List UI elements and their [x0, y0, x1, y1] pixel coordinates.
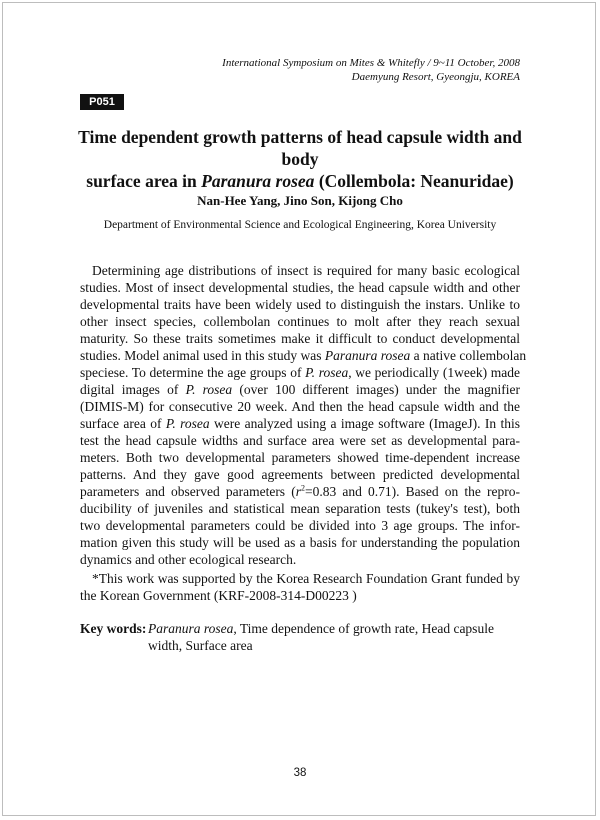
superscript: 2	[300, 483, 305, 493]
species-name: P. rosea	[165, 416, 210, 431]
abstract-text: (over 100 different images) under the magnifier	[232, 382, 521, 397]
abstract-text: , we periodically (1week) made	[348, 365, 520, 380]
acknowledgement-line: *This work was supported by the Korea Research Foundation Grant funded by	[92, 571, 520, 586]
species-name: Paranura rosea	[148, 621, 234, 636]
abstract-line: studies. Most of insect developmental studies, the head capsule width and other	[80, 280, 520, 295]
title-line-2	[60, 170, 540, 192]
abstract-line: ducibility of juveniles and statistical mean separation tests (tukey's test), both	[80, 501, 520, 516]
keywords-text-part: , Time dependence of growth rate, Head capsule	[233, 621, 494, 636]
abstract-text: digital images of	[80, 382, 186, 397]
abstract-text: parameters and observed parameters (	[80, 484, 296, 499]
keywords-text	[148, 620, 520, 654]
abstract-line: developmental traits have been widely used to distinguish the instars. Unlike to	[80, 297, 520, 312]
poster-id-badge: P051	[80, 94, 124, 110]
abstract-line: other insect species, collembolan continues to molt after they reach sexual	[80, 314, 520, 329]
abstract-line: patterns. And they gave good agreements between predicted developmental	[80, 467, 520, 482]
conference-line-1: International Symposium on Mites & Whitefly / 9~11 October, 2008	[222, 57, 520, 69]
abstract-line: dynamics and other ecological research.	[80, 552, 297, 567]
abstract-line: test the head capsule widths and surface area were set as developmental para-	[80, 433, 520, 448]
acknowledgement-line: the Korean Government (KRF-2008-314-D00223 )	[80, 588, 357, 603]
abstract-line: (DIMIS-M) for consecutive 20 week. And then the head capsule width and the	[80, 399, 520, 414]
abstract-line: Determining age distributions of insect is required for many basic ecological	[92, 263, 520, 278]
title-species: Paranura rosea	[201, 171, 315, 191]
page-number: 38	[293, 767, 307, 779]
abstract	[80, 262, 527, 568]
r-symbol: r	[295, 484, 301, 499]
species-name: P. rosea	[305, 365, 349, 380]
abstract-text: studies. Model animal used in this study was	[80, 348, 325, 363]
abstract-text: speciese. To determine the age groups of	[80, 365, 306, 380]
title-text: surface area in	[86, 171, 202, 191]
conference-header	[120, 56, 520, 84]
title-line-1: Time dependent growth patterns of head capsule width and body	[78, 127, 522, 169]
title-text: (Collembola: Neanuridae)	[314, 171, 514, 191]
abstract-line: mation given this study will be used as a basis for understanding the population	[80, 535, 520, 550]
abstract-line	[80, 364, 520, 381]
keywords-line	[148, 620, 520, 637]
affiliation: Department of Environmental Science and Ecological Engineering, Korea University	[103, 219, 497, 231]
abstract-text: a native collembolan	[410, 348, 527, 363]
conference-line-2: Daemyung Resort, Gyeongju, KOREA	[351, 71, 520, 83]
abstract-text: =0.83 and 0.71). Based on the repro-	[304, 484, 520, 499]
abstract-text: surface area of	[80, 416, 166, 431]
abstract-text: were analyzed using a image software (ImageJ). In this	[209, 416, 520, 431]
abstract-line	[80, 347, 527, 364]
abstract-line	[80, 415, 520, 432]
acknowledgement	[80, 570, 520, 604]
species-name: P. rosea	[185, 382, 233, 397]
abstract-line: meters. Both two developmental parameters showed time-dependent increase	[80, 450, 520, 465]
authors: Nan-Hee Yang, Jino Son, Kijong Cho	[197, 193, 403, 208]
abstract-line: two developmental parameters could be divided into 3 age groups. The infor-	[80, 518, 520, 533]
species-name: Paranura rosea	[324, 348, 411, 363]
keywords-label: Key words:	[80, 621, 147, 636]
keywords-line: width, Surface area	[148, 638, 253, 653]
paper-title	[60, 126, 540, 192]
abstract-line	[80, 483, 520, 500]
abstract-line: maturity. So these traits sometimes make it difficult to conduct developmental	[80, 331, 520, 346]
abstract-line	[80, 381, 520, 398]
